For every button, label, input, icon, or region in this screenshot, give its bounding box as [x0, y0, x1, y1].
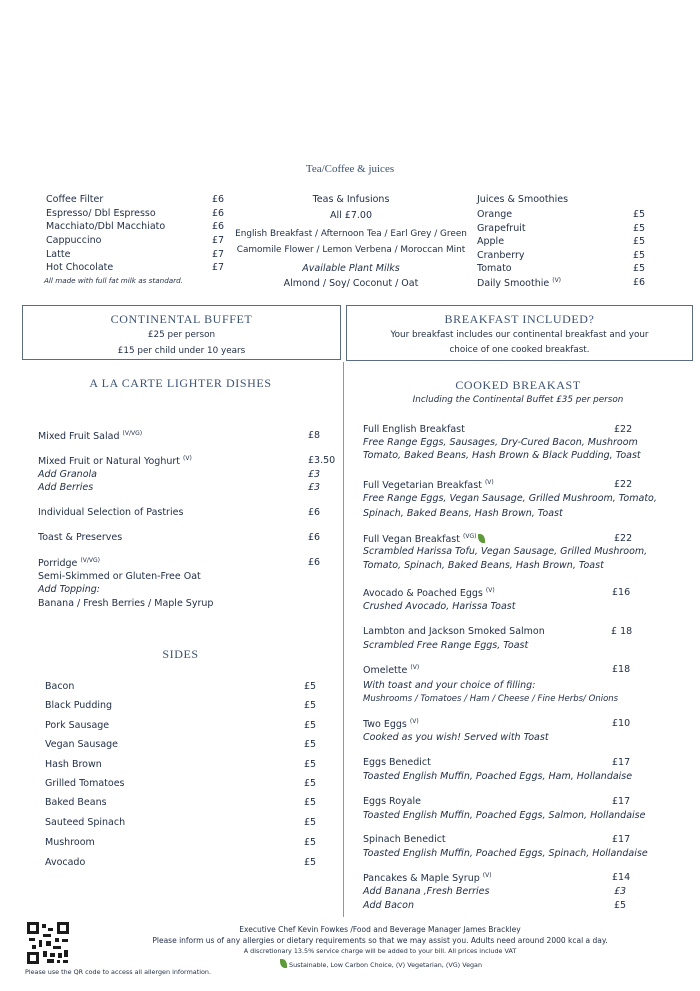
menu-item-price: £5 — [304, 700, 317, 711]
menu-item-name: Macchiato/Dbl Macchiato — [46, 221, 166, 232]
menu-item-desc: Tomato, Spinach, Baked Beans, Hash Brown, Toast — [363, 560, 604, 571]
menu-item-name: Full Vegan Breakfast $^{(VG)}$ — [363, 533, 485, 545]
menu-item-name: Eggs Royale — [363, 796, 421, 807]
menu-item-name: Two Eggs $^{(V)}$ — [363, 718, 419, 731]
menu-item-price: £22 — [614, 479, 633, 490]
plant-milks-title: Available Plant Milks — [302, 263, 400, 274]
menu-item-desc: Banana / Fresh Berries / Maple Syrup — [38, 598, 214, 609]
menu-item-name: Grilled Tomatoes — [45, 778, 125, 789]
menu-item-name: Pork Sausage — [45, 720, 110, 731]
menu-item-name: Mixed Fruit Salad $^{(V/VG)}$ — [38, 430, 143, 443]
menu-item-name: Vegan Sausage — [45, 739, 119, 750]
menu-item-price: £6 — [308, 507, 321, 518]
menu-item-name: Cappuccino — [46, 235, 102, 246]
menu-item-name: Coffee Filter — [46, 194, 104, 205]
menu-item-desc: Toasted English Muffin, Poached Eggs, Ham, Hollandaise — [363, 771, 633, 782]
menu-item-name: Avocado & Poached Eggs $^{(V)}$ — [363, 587, 495, 600]
menu-item-price: £5 — [614, 900, 627, 911]
menu-item-price: £3 — [614, 886, 627, 897]
menu-item-price: £5 — [633, 223, 646, 234]
leaf-icon — [478, 534, 485, 543]
teas-title: Teas & Infusions — [312, 194, 390, 205]
menu-item-desc: Semi-Skimmed or Gluten-Free Oat — [38, 571, 201, 582]
menu-item-desc: Crushed Avocado, Harissa Toast — [363, 601, 516, 612]
footer-service: A discretionary 13.5% service charge will be added to your bill. All prices include VAT — [243, 947, 517, 955]
footer-chef: Executive Chef Kevin Fowkes /Food and Beverage Manager James Brackley — [239, 925, 521, 934]
drinks-title: Tea/Coffee & juices — [305, 163, 395, 175]
menu-item-price: £6 — [308, 532, 321, 543]
menu-item-name: Porridge $^{(V/VG)}$ — [38, 557, 100, 570]
menu-item-price: £5 — [304, 837, 317, 848]
menu-item-name: Grapefruit — [477, 223, 526, 234]
menu-item-price: £5 — [633, 209, 646, 220]
plant-milks: Almond / Soy/ Coconut / Oat — [283, 278, 419, 289]
menu-item-price: £6 — [308, 557, 321, 568]
coffee-note: All made with full fat milk as standard. — [44, 276, 183, 285]
menu-item-addon: Add Banana ,Fresh Berries — [363, 886, 490, 897]
menu-item-name: Baked Beans — [45, 797, 107, 808]
menu-item-price: £7 — [212, 235, 225, 246]
menu-item-desc: Mushrooms / Tomatoes / Ham / Cheese / Fine Herbs/ Onions — [363, 694, 619, 704]
menu-item-name: Cranberry — [477, 250, 525, 261]
menu-item-name: Tomato — [477, 263, 512, 274]
menu-item-price: £3 — [308, 482, 321, 493]
menu-item-name: Full Vegetarian Breakfast $^{(V)}$ — [363, 479, 494, 492]
menu-item-addon: Add Bacon — [363, 900, 414, 911]
menu-item-name: Spinach Benedict — [363, 834, 446, 845]
breakfast-included-title: BREAKFAST INCLUDED? — [444, 312, 595, 326]
cooked-title: COOKED BREAKAST — [455, 378, 581, 392]
menu-item-price: £6 — [633, 277, 646, 288]
menu-item-name: Eggs Benedict — [363, 757, 431, 768]
menu-item-price: £7 — [212, 249, 225, 260]
menu-item-desc: Toasted English Muffin, Poached Eggs, Spinach, Hollandaise — [363, 848, 648, 859]
teas-price: All £7.00 — [330, 210, 372, 221]
footer-allergy: Please inform us of any allergies or dietary requirements so that we may assist you. Adults need around 2000 kcal a day. — [152, 936, 608, 945]
menu-item-price: £3.50 — [308, 455, 336, 466]
menu-item-price: £8 — [308, 430, 321, 441]
sides-title: SIDES — [162, 647, 199, 661]
menu-item-price: £17 — [612, 757, 631, 768]
menu-item-desc: Cooked as you wish! Served with Toast — [363, 732, 549, 743]
menu-item-price: £6 — [212, 208, 225, 219]
juices-title: Juices & Smoothies — [477, 194, 569, 205]
menu-item-price: £22 — [614, 424, 633, 435]
menu-item-name: Apple — [477, 236, 505, 247]
menu-item-name: Orange — [477, 209, 513, 220]
menu-item-price: £5 — [304, 759, 317, 770]
menu-item-desc: Toasted English Muffin, Poached Eggs, Salmon, Hollandaise — [363, 810, 646, 821]
menu-item-price: £7 — [212, 262, 225, 273]
breakfast-included-box — [346, 305, 693, 361]
menu-item-name: Pancakes & Maple Syrup $^{(V)}$ — [363, 872, 492, 885]
menu-item-price: £5 — [304, 817, 317, 828]
menu-item-name: Sauteed Spinach — [45, 817, 126, 828]
menu-item-price: £5 — [304, 857, 317, 868]
menu-item-price: £5 — [304, 681, 317, 692]
menu-item-name: Espresso/ Dbl Espresso — [46, 208, 156, 219]
menu-item-name: Mixed Fruit or Natural Yoghurt $^{(V)}$ — [38, 455, 192, 468]
column-divider — [343, 362, 344, 917]
menu-item-addon: Add Topping: — [38, 584, 100, 595]
menu-item-desc: Spinach, Baked Beans, Hash Brown, Toast — [363, 508, 563, 519]
menu-item-price: £3 — [308, 469, 321, 480]
menu-item-price: £17 — [612, 796, 631, 807]
menu-item-price: £14 — [612, 872, 631, 883]
menu-item-price: £6 — [212, 221, 225, 232]
teas-line-2: Camomile Flower / Lemon Verbena / Moroccan Mint — [236, 245, 466, 255]
breakfast-included-line-1: Your breakfast includes our continental breakfast and your — [390, 330, 649, 340]
menu-item-addon: Add Berries — [38, 482, 94, 493]
menu-item-desc: Free Range Eggs, Sausages, Dry-Cured Bacon, Mushroom — [363, 437, 638, 448]
footer-legend: Sustainable, Low Carbon Choice, (V) Vegetarian, (VG) Vegan — [80, 959, 680, 969]
menu-item-price: £5 — [304, 797, 317, 808]
teas-line-1: English Breakfast / Afternoon Tea / Earl Grey / Green — [235, 229, 467, 239]
lighter-dishes-title: A LA CARTE LIGHTER DISHES — [89, 376, 272, 390]
breakfast-included-line-2: choice of one cooked breakfast. — [449, 345, 590, 355]
leaf-icon — [280, 959, 287, 968]
menu-item-desc: Free Range Eggs, Vegan Sausage, Grilled Mushroom, Tomato, — [363, 493, 657, 504]
menu-item-name: Bacon — [45, 681, 75, 692]
qr-note: Please use the QR code to access all allergen information. — [25, 968, 211, 976]
menu-item-price: £16 — [612, 587, 631, 598]
menu-item-price: £18 — [612, 664, 631, 675]
menu-item-name: Mushroom — [45, 837, 95, 848]
menu-item-name: Hash Brown — [45, 759, 102, 770]
menu-item-price: £17 — [612, 834, 631, 845]
menu-item-price: £5 — [304, 778, 317, 789]
menu-item-price: £5 — [633, 263, 646, 274]
menu-item-name: Toast & Preserves — [38, 532, 123, 543]
menu-item-price: £5 — [633, 236, 646, 247]
menu-item-name: Lambton and Jackson Smoked Salmon — [363, 626, 545, 637]
continental-title: CONTINENTAL BUFFET — [110, 312, 253, 326]
continental-child-price: £15 per child under 10 years — [117, 346, 246, 356]
menu-item-price: £10 — [612, 718, 631, 729]
menu-item-desc: Scrambled Harissa Tofu, Vegan Sausage, Grilled Mushroom, — [363, 546, 648, 557]
menu-item-addon: Add Granola — [38, 469, 97, 480]
menu-item-name: Latte — [46, 249, 71, 260]
menu-item-name: Black Pudding — [45, 700, 113, 711]
menu-item-name: Individual Selection of Pastries — [38, 507, 184, 518]
menu-item-price: £5 — [304, 739, 317, 750]
continental-buffet-box — [22, 305, 341, 360]
menu-item-price: £22 — [614, 533, 633, 544]
menu-item-name: Full English Breakfast — [363, 424, 465, 435]
menu-item-name: Avocado — [45, 857, 86, 868]
menu-item-price: £5 — [633, 250, 646, 261]
menu-item-name: Daily Smoothie $^{(V)}$ — [477, 277, 562, 290]
menu-item-desc: With toast and your choice of filling: — [363, 680, 536, 691]
menu-item-price: £ 18 — [611, 626, 633, 637]
menu-item-name: Hot Chocolate — [46, 262, 114, 273]
menu-item-price: £6 — [212, 194, 225, 205]
menu-item-name: Omelette $^{(V)}$ — [363, 664, 420, 677]
cooked-subtitle: Including the Continental Buffet £35 per person — [412, 395, 624, 405]
menu-item-desc: Tomato, Baked Beans, Hash Brown & Black Pudding, Toast — [363, 450, 641, 461]
menu-item-price: £5 — [304, 720, 317, 731]
menu-item-desc: Scrambled Free Range Eggs, Toast — [363, 640, 529, 651]
continental-price: £25 per person — [147, 330, 216, 340]
